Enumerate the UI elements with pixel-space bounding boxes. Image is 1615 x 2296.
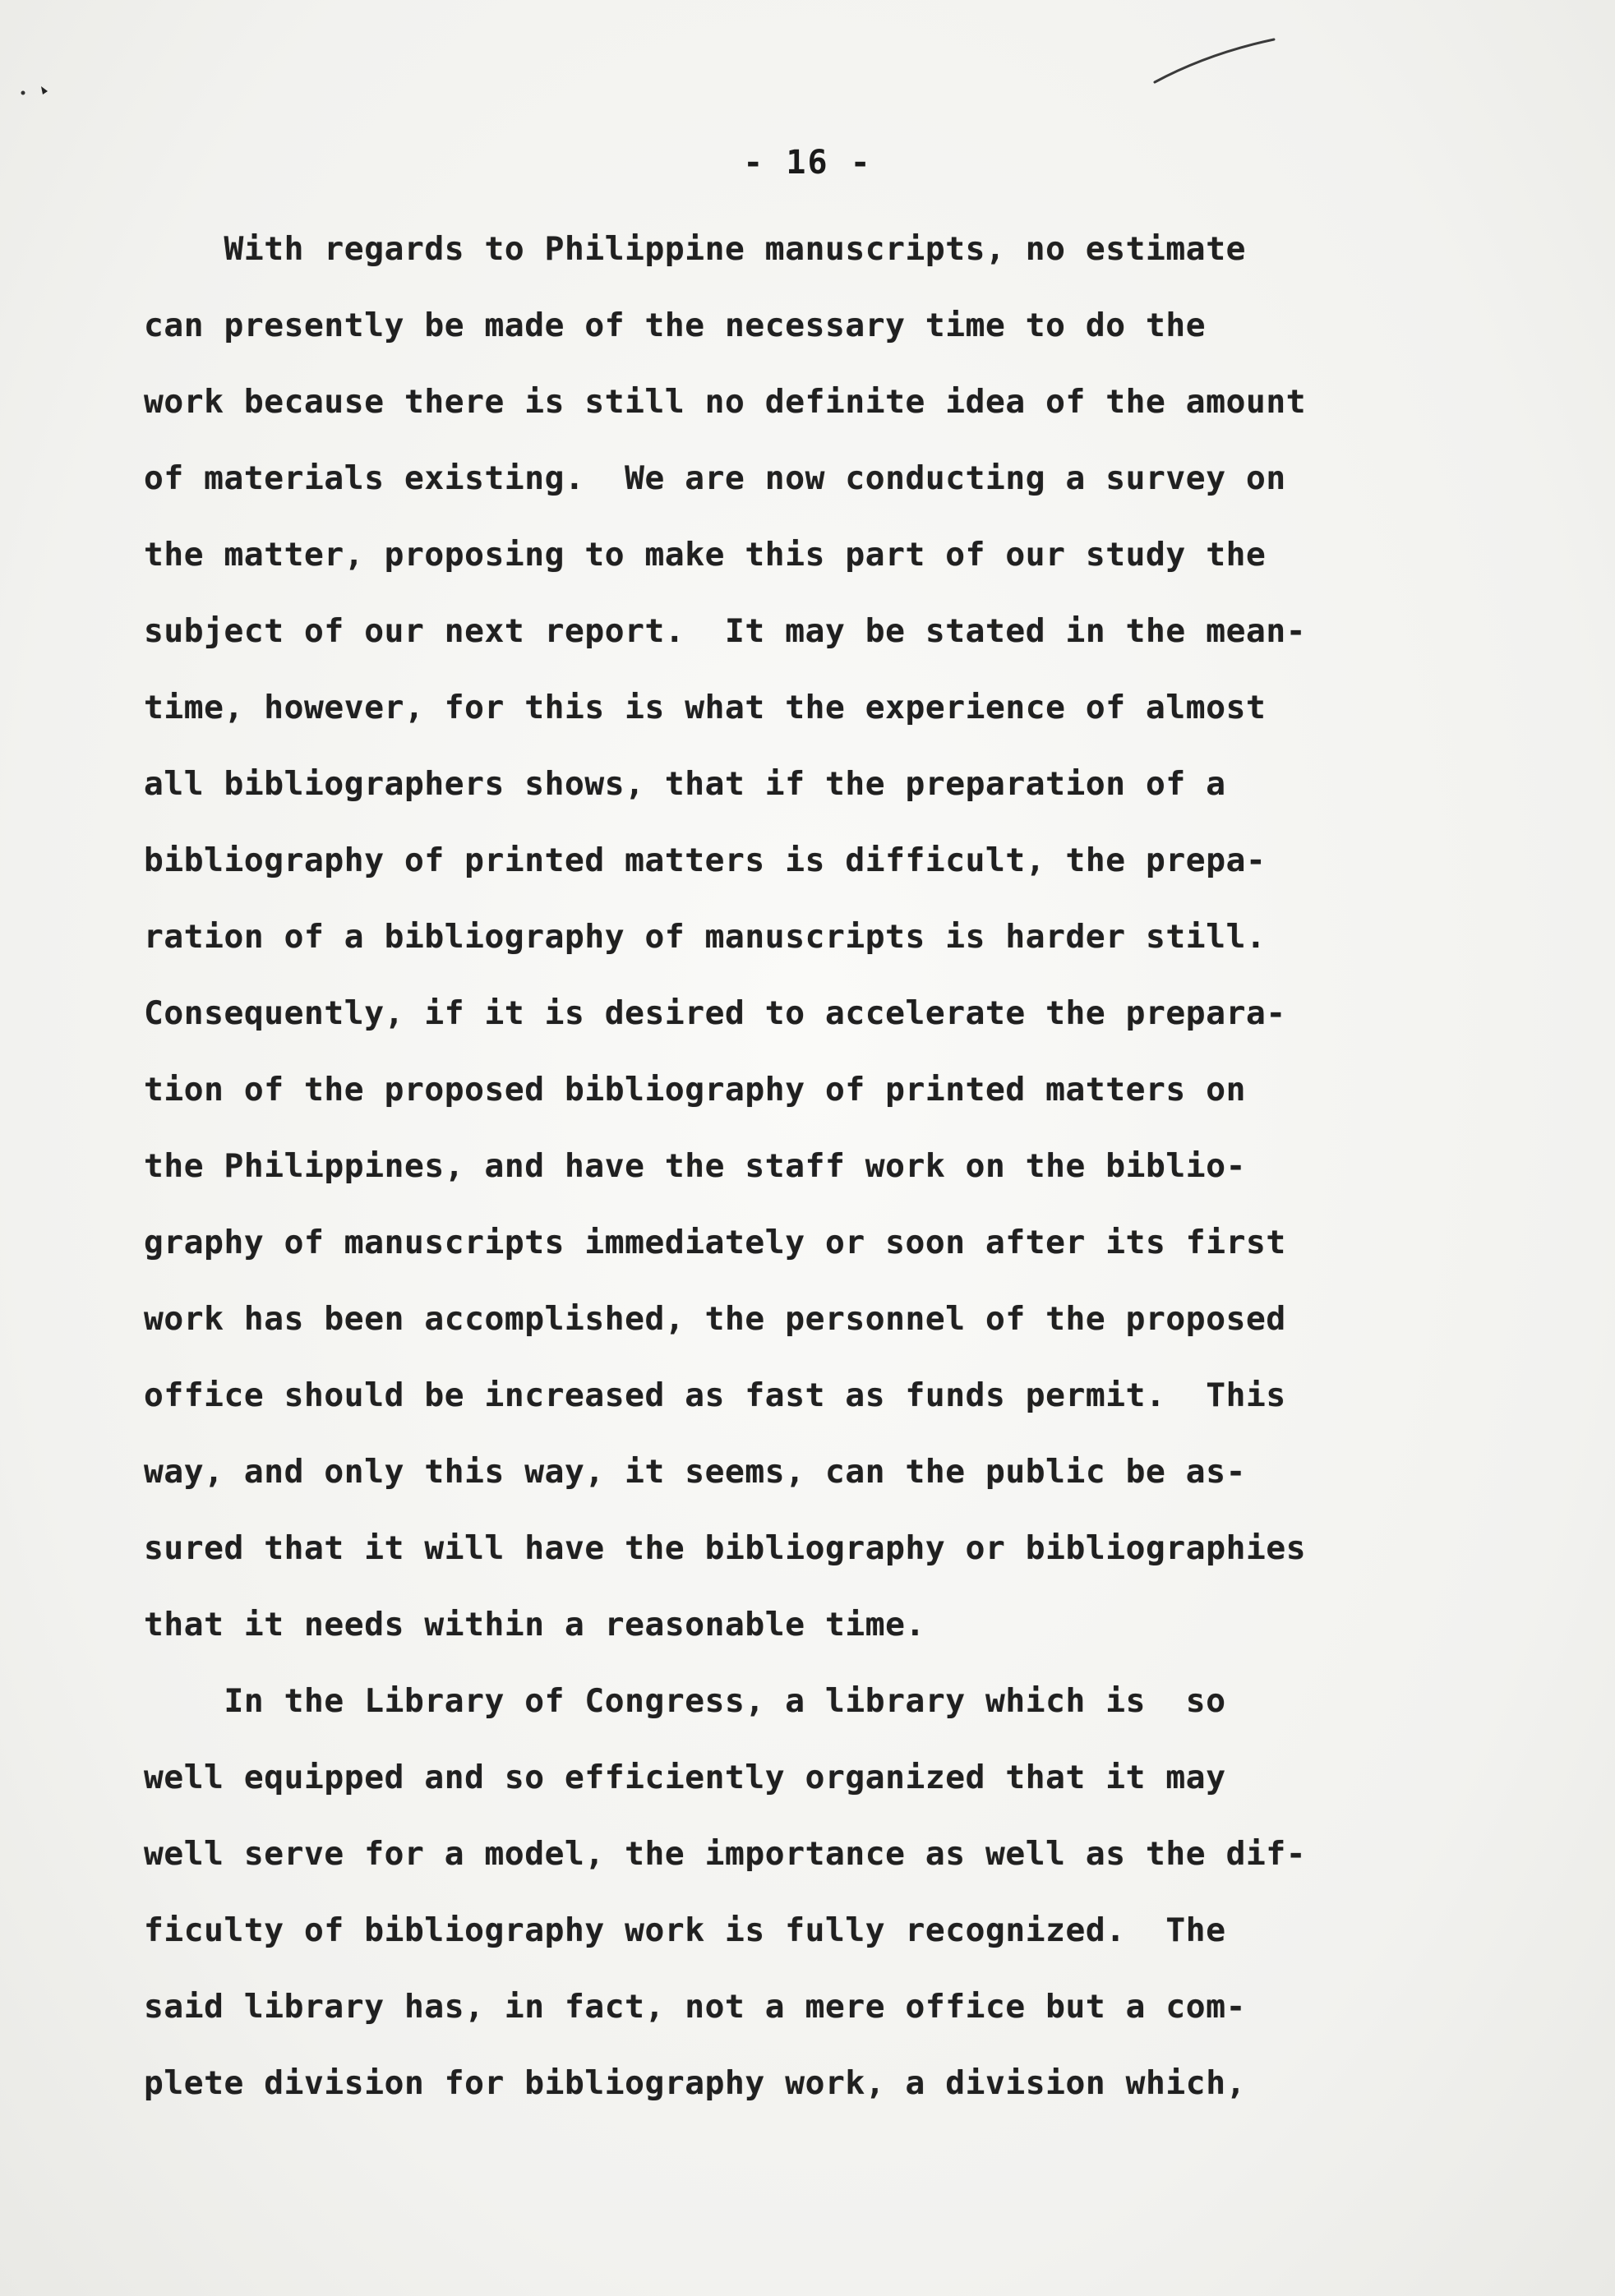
text-line: ration of a bibliography of manuscripts is harder still. xyxy=(144,918,1267,956)
text-line: well serve for a model, the importance as well as the dif- xyxy=(144,1835,1307,1873)
text-line: work because there is still no definite idea of the amount xyxy=(144,383,1307,421)
text-line: office should be increased as fast as funds permit. This xyxy=(144,1376,1286,1414)
text-line: that it needs within a reasonable time. xyxy=(144,1606,925,1644)
ink-speck xyxy=(16,78,58,103)
text-line: work has been accomplished, the personnel of the proposed xyxy=(144,1300,1286,1338)
text-line: time, however, for this is what the experience of almost xyxy=(144,689,1267,726)
text-line: of materials existing. We are now conducting a survey on xyxy=(144,459,1286,497)
text-line: subject of our next report. It may be stated in the mean- xyxy=(144,612,1307,650)
page-number: - 16 - xyxy=(743,144,872,182)
text-line: With regards to Philippine manuscripts, no estimate xyxy=(144,230,1246,268)
text-line: said library has, in fact, not a mere office but a com- xyxy=(144,1988,1246,2026)
text-line: tion of the proposed bibliography of printed matters on xyxy=(144,1071,1246,1109)
text-line: the Philippines, and have the staff work on the biblio- xyxy=(144,1147,1246,1185)
text-line: can presently be made of the necessary time to do the xyxy=(144,307,1207,344)
text-line: all bibliographers shows, that if the preparation of a xyxy=(144,765,1226,803)
pencil-mark xyxy=(1151,33,1282,99)
text-line: well equipped and so efficiently organized that it may xyxy=(144,1759,1226,1796)
text-line: the matter, proposing to make this part of our study the xyxy=(144,536,1267,574)
text-line: Consequently, if it is desired to accelerate the prepara- xyxy=(144,994,1286,1032)
text-line: graphy of manuscripts immediately or soon after its first xyxy=(144,1224,1286,1261)
text-line: ficulty of bibliography work is fully recognized. The xyxy=(144,1911,1226,1949)
text-line: plete division for bibliography work, a division which, xyxy=(144,2064,1246,2102)
text-line: In the Library of Congress, a library which is so xyxy=(144,1682,1226,1720)
text-line: way, and only this way, it seems, can the public be as- xyxy=(144,1453,1246,1491)
text-line: sured that it will have the bibliography or bibliographies xyxy=(144,1529,1307,1567)
text-line: bibliography of printed matters is difficult, the prepa- xyxy=(144,841,1267,879)
